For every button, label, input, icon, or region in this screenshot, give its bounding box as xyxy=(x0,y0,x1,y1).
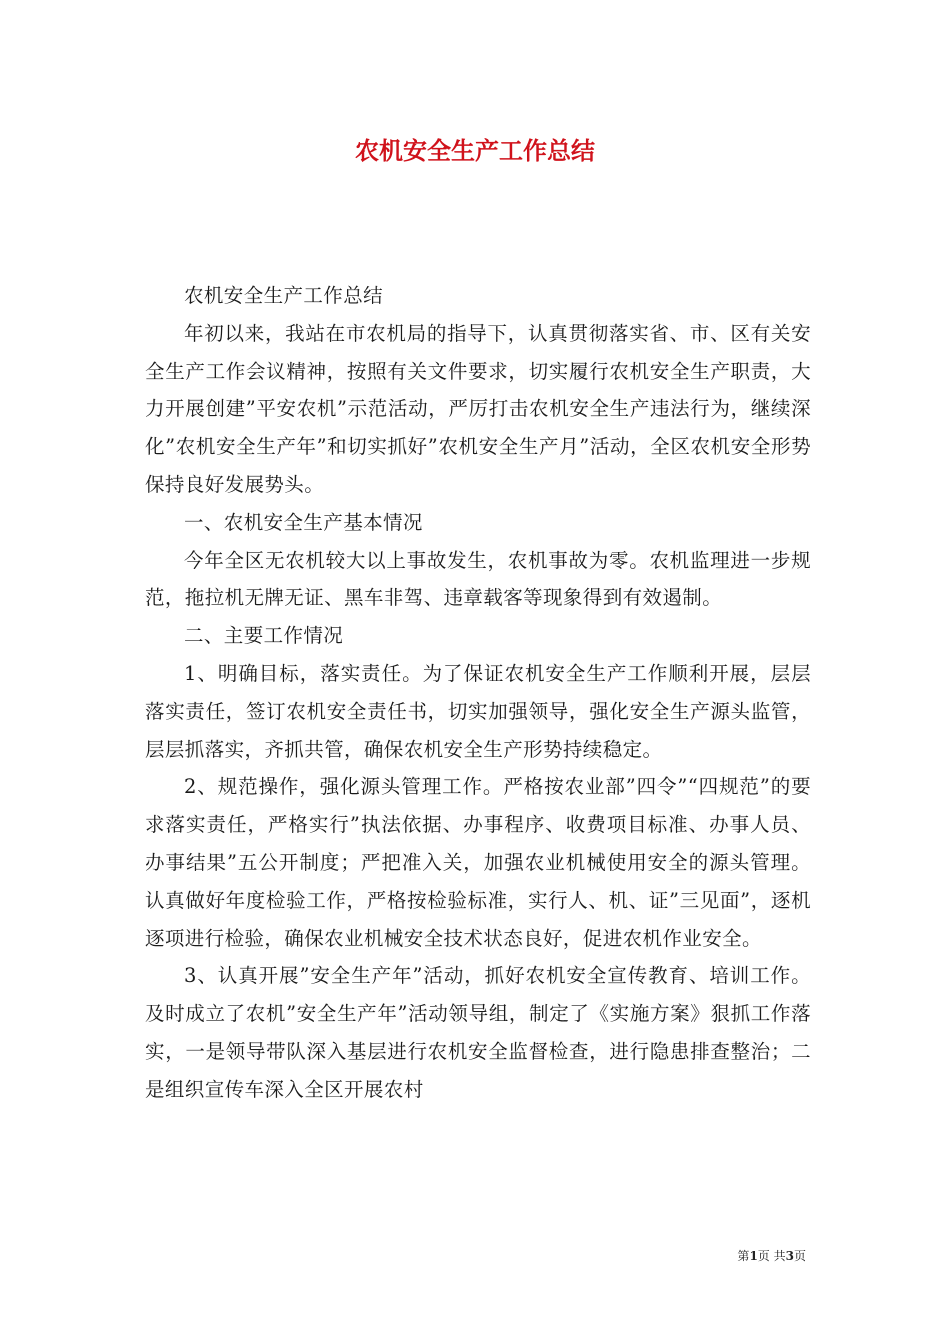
document-title: 农机安全生产工作总结 xyxy=(355,137,595,165)
footer-current-page: 1 xyxy=(749,1249,758,1263)
footer-middle: 页 共 xyxy=(757,1249,786,1263)
paragraph-item-3: 3、认真开展”安全生产年”活动，抓好农机安全宣传教育、培训工作。及时成立了农机”安全生产年”活动领导组，制定了《实施方案》狠抓工作落实，一是领导带队深入基层进行农机安全监督检查，进行隐患排查整治；二是组织宣传车深入全区开展农村 xyxy=(145,964,811,1101)
footer-total-pages: 3 xyxy=(785,1249,794,1263)
paragraph-item-2: 2、规范操作，强化源头管理工作。严格按农业部”四令”“四规范”的要求落实责任，严格实行”执法依据、办事程序、收费项目标准、办事人员、办事结果”五公开制度；严把准入关，加强农业机械使用安全的源头管理。认真做好年度检验工作，严格按检验标准，实行人、机、证”三见面”，逐机逐项进行检验，确保农业机械安全技术状态良好，促进农机作业安全。 xyxy=(145,775,811,950)
page-footer xyxy=(737,1247,806,1265)
document-body xyxy=(145,277,811,1109)
footer-suffix: 页 xyxy=(793,1249,806,1263)
paragraph-section-1: 今年全区无农机较大以上事故发生，农机事故为零。农机监理进一步规范，拖拉机无牌无证、黑车非驾、违章载客等现象得到有效遏制。 xyxy=(145,548,811,610)
paragraph-item-1: 1、明确目标，落实责任。为了保证农机安全生产工作顺利开展，层层落实责任，签订农机安全责任书，切实加强领导，强化安全生产源头监管，层层抓落实，齐抓共管，确保农机安全生产形势持续稳定。 xyxy=(145,661,811,761)
section-heading-1: 一、农机安全生产基本情况 xyxy=(184,510,423,534)
section-heading-2: 二、主要工作情况 xyxy=(184,624,344,648)
paragraph-heading: 农机安全生产工作总结 xyxy=(184,284,384,307)
footer-prefix: 第 xyxy=(737,1249,750,1263)
paragraph-intro: 年初以来，我站在市农机局的指导下，认真贯彻落实省、市、区有关安全生产工作会议精神，按照有关文件要求，切实履行农机安全生产职责，大力开展创建”平安农机”示范活动，严厉打击农机安全生产违法行为，继续深化”农机安全生产年”和切实抓好”农机安全生产月”活动，全区农机安全形势保持良好发展势头。 xyxy=(145,321,811,496)
